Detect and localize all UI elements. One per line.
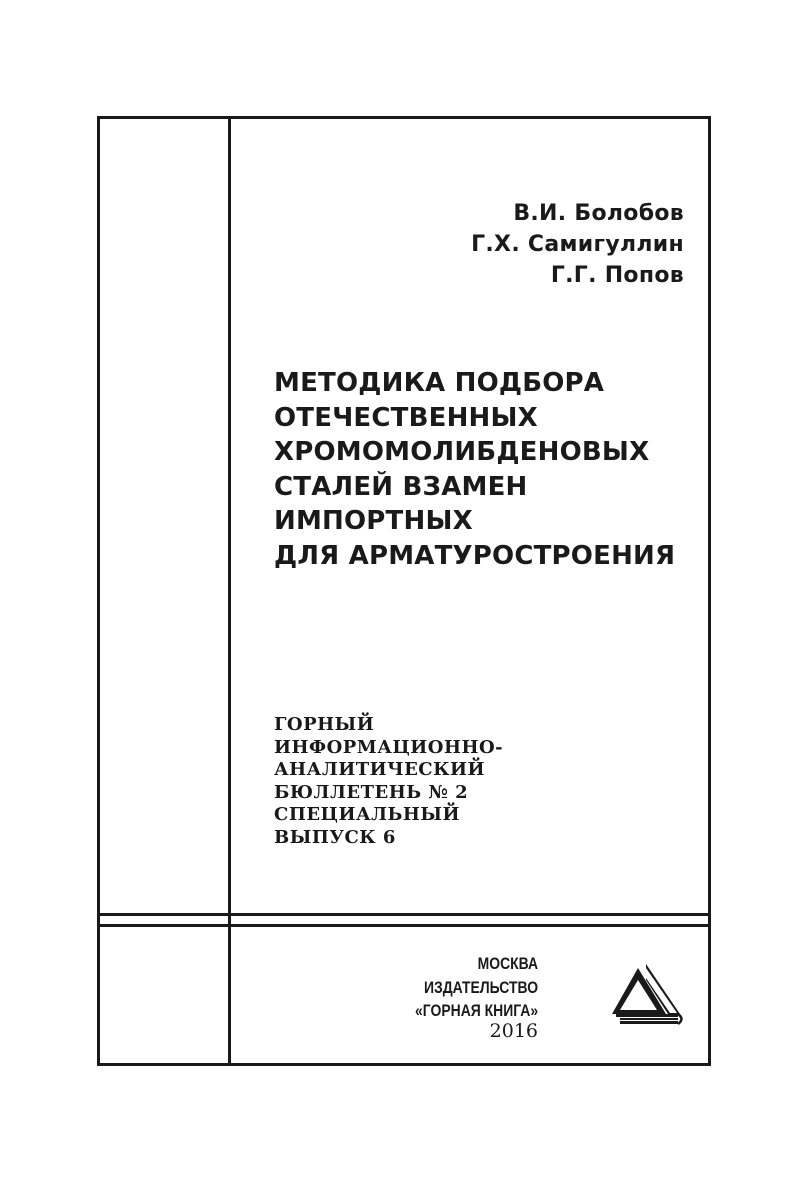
book-title — [274, 366, 704, 573]
title-line: ОТЕЧЕСТВЕННЫХ — [274, 402, 538, 433]
author-name: Г.Х. Самигуллин — [471, 232, 684, 257]
frame-horizontal-rule-upper — [97, 913, 711, 916]
title-line: ХРОМОМОЛИБДЕНОВЫХ — [274, 437, 650, 467]
series-line: СПЕЦИАЛЬНЫЙ — [274, 804, 461, 825]
series-line: ВЫПУСК 6 — [274, 826, 396, 848]
publisher-line: ИЗДАТЕЛЬСТВО — [423, 977, 538, 997]
series-info — [274, 714, 503, 849]
author-name: Г.Г. Попов — [550, 263, 684, 288]
publisher-logo-icon — [610, 958, 686, 1026]
frame-horizontal-rule-lower — [97, 924, 711, 927]
series-line: АНАЛИТИЧЕСКИЙ — [274, 759, 486, 780]
publisher-line: «ГОРНАЯ КНИГА» — [414, 1001, 538, 1020]
title-line: СТАЛЕЙ ВЗАМЕН — [274, 471, 528, 502]
publisher-block — [415, 952, 538, 1023]
series-line: ИНФОРМАЦИОННО- — [274, 736, 504, 758]
title-line: МЕТОДИКА ПОДБОРА — [274, 368, 605, 398]
authors-block — [471, 198, 684, 291]
series-line: БЮЛЛЕТЕНЬ № 2 — [274, 781, 469, 803]
title-line: ИМПОРТНЫХ — [274, 506, 473, 536]
title-line: ДЛЯ АРМАТУРОСТРОЕНИЯ — [274, 540, 676, 571]
series-line: ГОРНЫЙ — [274, 714, 375, 735]
publisher-line: МОСКВА — [477, 954, 538, 973]
author-name: В.И. Болобов — [513, 201, 684, 226]
publication-year: 2016 — [489, 1020, 538, 1042]
